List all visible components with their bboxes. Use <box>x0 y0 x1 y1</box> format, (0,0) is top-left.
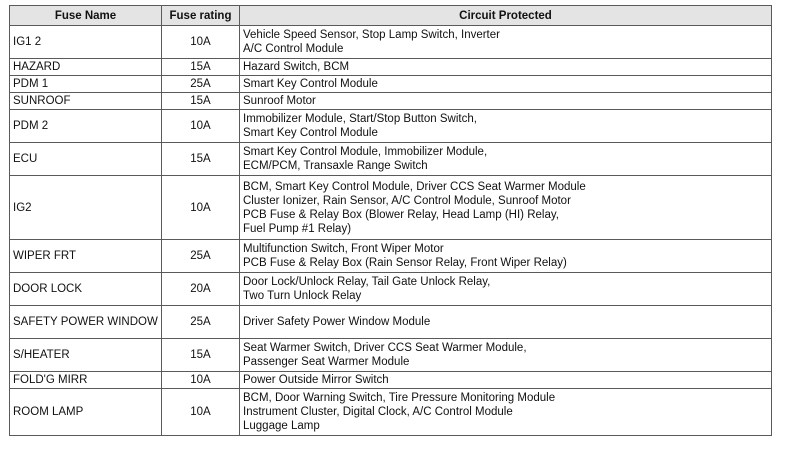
fuse-name-cell: SUNROOF <box>10 93 162 110</box>
table-row <box>10 273 772 306</box>
table-row <box>10 389 772 436</box>
circuit-line: Sunroof Motor <box>243 95 316 107</box>
circuit-line: Smart Key Control Module, Immobilizer Module, <box>243 146 488 158</box>
circuit-line: Vehicle Speed Sensor, Stop Lamp Switch, Inverter <box>243 29 500 41</box>
fuse-table <box>9 5 772 436</box>
circuit-line: PCB Fuse & Relay Box (Blower Relay, Head Lamp (HI) Relay, <box>243 208 559 221</box>
header-row <box>10 6 772 26</box>
fuse-name-cell: SAFETY POWER WINDOW <box>10 306 162 339</box>
table-row <box>10 76 772 93</box>
circuit-line: Two Turn Unlock Relay <box>243 290 362 302</box>
circuit-line: ECM/PCM, Transaxle Range Switch <box>243 160 428 172</box>
circuit-line: Fuel Pump #1 Relay) <box>243 222 352 235</box>
fuse-rating-cell: 25A <box>162 76 240 93</box>
table-row <box>10 26 772 59</box>
circuit-line: Door Lock/Unlock Relay, Tail Gate Unlock Relay, <box>243 276 491 288</box>
fuse-name-cell: IG1 2 <box>10 26 162 59</box>
circuit-line: Immobilizer Module, Start/Stop Button Switch, <box>243 113 477 125</box>
fuse-name-cell: FOLD'G MIRR <box>10 372 162 389</box>
table-row <box>10 143 772 176</box>
circuit-line: BCM, Smart Key Control Module, Driver CCS Seat Warmer Module <box>243 180 586 193</box>
circuit-line: Luggage Lamp <box>243 420 320 432</box>
table-row <box>10 110 772 143</box>
circuit-protected-cell <box>240 110 772 143</box>
circuit-line: Cluster Ionizer, Rain Sensor, A/C Control Module, Sunroof Motor <box>243 194 571 207</box>
fuse-rating-cell: 10A <box>162 176 240 240</box>
table-row <box>10 339 772 372</box>
circuit-protected-cell <box>240 372 772 389</box>
fuse-rating-cell: 10A <box>162 26 240 59</box>
fuse-rating-cell: 10A <box>162 110 240 143</box>
circuit-protected-cell <box>240 389 772 436</box>
fuse-rating-cell: 15A <box>162 339 240 372</box>
table-body <box>10 26 772 436</box>
circuit-protected-cell <box>240 273 772 306</box>
fuse-rating-cell: 25A <box>162 240 240 273</box>
circuit-line: BCM, Door Warning Switch, Tire Pressure Monitoring Module <box>243 392 556 404</box>
circuit-line: Hazard Switch, BCM <box>243 61 350 73</box>
circuit-line: Smart Key Control Module <box>243 127 378 139</box>
fuse-rating-cell: 10A <box>162 372 240 389</box>
fuse-name-cell: HAZARD <box>10 59 162 76</box>
fuse-rating-cell: 10A <box>162 389 240 436</box>
circuit-protected-cell <box>240 143 772 176</box>
fuse-name-cell: IG2 <box>10 176 162 240</box>
circuit-protected-cell <box>240 26 772 59</box>
circuit-protected-cell <box>240 93 772 110</box>
fuse-name-cell: ECU <box>10 143 162 176</box>
circuit-line: Instrument Cluster, Digital Clock, A/C Control Module <box>243 406 513 418</box>
circuit-protected-cell <box>240 339 772 372</box>
fuse-rating-cell: 15A <box>162 59 240 76</box>
circuit-line: Smart Key Control Module <box>243 78 378 90</box>
fuse-name-cell: PDM 2 <box>10 110 162 143</box>
fuse-name-cell: DOOR LOCK <box>10 273 162 306</box>
fuse-rating-cell: 25A <box>162 306 240 339</box>
circuit-line: PCB Fuse & Relay Box (Rain Sensor Relay, Front Wiper Relay) <box>243 257 567 269</box>
header-fuse-name: Fuse Name <box>10 6 162 26</box>
circuit-line: Power Outside Mirror Switch <box>243 374 389 386</box>
circuit-line: Seat Warmer Switch, Driver CCS Seat Warmer Module, <box>243 342 527 354</box>
circuit-protected-cell <box>240 76 772 93</box>
fuse-rating-cell: 15A <box>162 93 240 110</box>
table-row <box>10 372 772 389</box>
table-row <box>10 306 772 339</box>
circuit-protected-cell <box>240 59 772 76</box>
circuit-protected-cell <box>240 306 772 339</box>
fuse-rating-cell: 20A <box>162 273 240 306</box>
circuit-line: Driver Safety Power Window Module <box>243 316 431 328</box>
circuit-line: A/C Control Module <box>243 43 344 55</box>
fuse-rating-cell: 15A <box>162 143 240 176</box>
header-circuit-protected: Circuit Protected <box>240 6 772 26</box>
circuit-protected-cell <box>240 176 772 240</box>
fuse-name-cell: PDM 1 <box>10 76 162 93</box>
table-row <box>10 176 772 240</box>
fuse-name-cell: S/HEATER <box>10 339 162 372</box>
circuit-line: Multifunction Switch, Front Wiper Motor <box>243 243 444 255</box>
table-row <box>10 59 772 76</box>
circuit-protected-cell <box>240 240 772 273</box>
circuit-line: Passenger Seat Warmer Module <box>243 356 410 368</box>
fuse-name-cell: ROOM LAMP <box>10 389 162 436</box>
fuse-name-cell: WIPER FRT <box>10 240 162 273</box>
table-row <box>10 240 772 273</box>
table-row <box>10 93 772 110</box>
header-fuse-rating: Fuse rating <box>162 6 240 26</box>
